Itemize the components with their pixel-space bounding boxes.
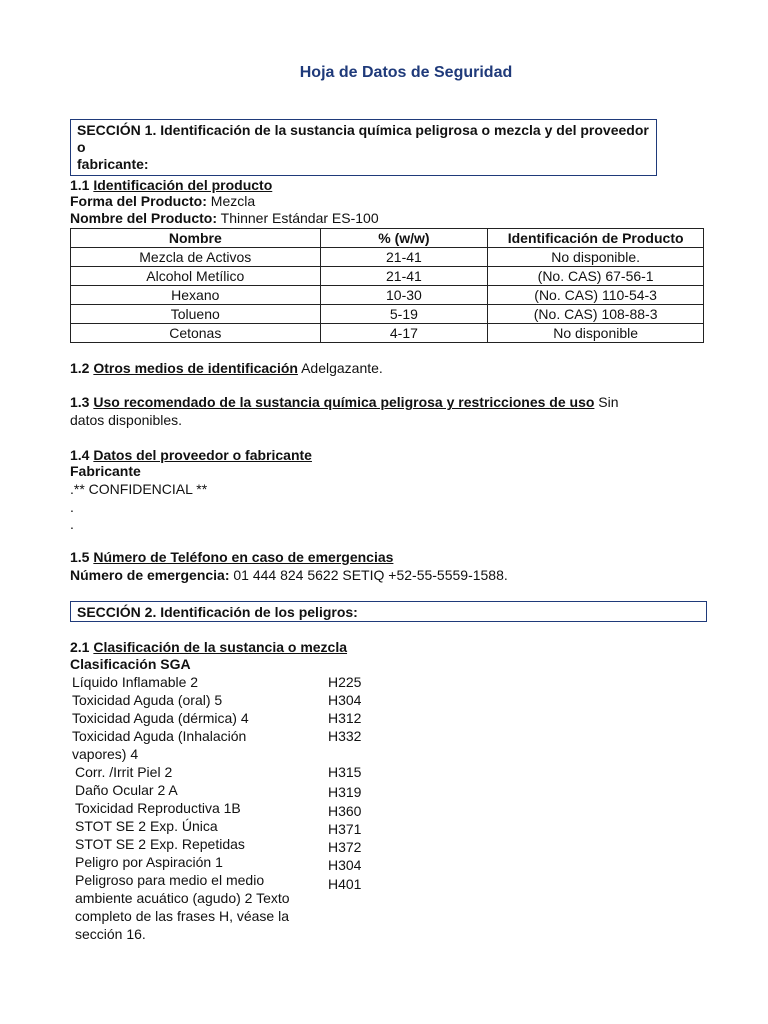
table-row bbox=[71, 286, 704, 305]
section-1-heading bbox=[70, 119, 657, 176]
cell-nombre: Cetonas bbox=[71, 324, 321, 343]
cell-nombre: Tolueno bbox=[71, 305, 321, 324]
cell-nombre: Mezcla de Activos bbox=[71, 248, 321, 267]
table-header-row bbox=[71, 229, 704, 248]
fabricante-line-1: .** CONFIDENCIAL ** bbox=[70, 481, 208, 497]
composition-table bbox=[70, 228, 704, 343]
table-row bbox=[71, 267, 704, 286]
classification-item: Toxicidad Aguda (oral) 5 bbox=[72, 692, 223, 708]
product-form-line bbox=[70, 192, 255, 210]
cell-identificacion: (No. CAS) 67-56-1 bbox=[488, 267, 704, 286]
classification-item: Líquido Inflamable 2 bbox=[72, 674, 199, 690]
hazard-code: H304 bbox=[328, 857, 362, 873]
cell-percent: 5-19 bbox=[320, 305, 488, 324]
subsection-title: Identificación del producto bbox=[93, 177, 273, 193]
hazard-code: H315 bbox=[328, 764, 362, 780]
column-header-percent: % (w/w) bbox=[320, 229, 488, 248]
product-name-line bbox=[70, 209, 379, 227]
emergency-phone-label: Número de emergencia: bbox=[70, 567, 230, 583]
column-header-identificacion: Identificación de Producto bbox=[488, 229, 704, 248]
fabricante-line-3: . bbox=[70, 516, 74, 532]
subsection-1-2 bbox=[70, 359, 383, 377]
hazard-code: H304 bbox=[328, 692, 362, 708]
table-row bbox=[71, 305, 704, 324]
classification-item: STOT SE 2 Exp. Única bbox=[75, 818, 218, 834]
cell-identificacion: (No. CAS) 108-88-3 bbox=[488, 305, 704, 324]
classification-item: Toxicidad Aguda (Inhalación vapores) 4 bbox=[72, 728, 247, 762]
subsection-number: 1.4 bbox=[70, 447, 94, 463]
hazard-code: H372 bbox=[328, 839, 362, 855]
cell-identificacion: (No. CAS) 110-54-3 bbox=[488, 286, 704, 305]
subsection-1-3-text-continued: datos disponibles. bbox=[70, 412, 183, 428]
classification-item: Toxicidad Aguda (dérmica) 4 bbox=[72, 710, 249, 726]
product-name-value: Thinner Estándar ES-100 bbox=[217, 210, 379, 226]
cell-nombre: Alcohol Metílico bbox=[71, 267, 321, 286]
hazard-code: H319 bbox=[328, 784, 362, 800]
classification-item: Toxicidad Reproductiva 1B bbox=[75, 800, 241, 816]
cell-identificacion: No disponible bbox=[488, 324, 704, 343]
cell-percent: 4-17 bbox=[320, 324, 488, 343]
column-header-nombre: Nombre bbox=[71, 229, 321, 248]
fabricante-label: Fabricante bbox=[70, 463, 141, 479]
subsection-number: 1.2 bbox=[70, 360, 94, 376]
emergency-phone-value: 01 444 824 5622 SETIQ +52-55-5559-1588. bbox=[229, 567, 508, 583]
subsection-text: Adelgazante. bbox=[297, 360, 383, 376]
classification-item: Daño Ocular 2 A bbox=[75, 782, 178, 798]
section-1-heading-line2: fabricante: bbox=[77, 156, 149, 172]
subsection-number: 1.3 bbox=[70, 394, 94, 410]
hazard-code: H332 bbox=[328, 728, 362, 744]
classification-item: Corr. /Irrit Piel 2 bbox=[75, 764, 173, 780]
section-2-heading-text: SECCIÓN 2. Identificación de los peligros: bbox=[77, 604, 358, 620]
cell-percent: 21-41 bbox=[320, 267, 488, 286]
subsection-number: 1.1 bbox=[70, 177, 94, 193]
table-row bbox=[71, 248, 704, 267]
subsection-text: Sin bbox=[594, 394, 619, 410]
product-name-label: Nombre del Producto: bbox=[70, 210, 218, 226]
table-row bbox=[71, 324, 704, 343]
hazard-code: H371 bbox=[328, 821, 362, 837]
fabricante-line-2: . bbox=[70, 499, 74, 515]
subsection-number: 2.1 bbox=[70, 639, 94, 655]
subsection-1-5-heading bbox=[70, 548, 393, 566]
classification-item: Peligro por Aspiración 1 bbox=[75, 854, 223, 870]
cell-nombre: Hexano bbox=[71, 286, 321, 305]
hazard-code: H401 bbox=[328, 876, 362, 892]
cell-percent: 21-41 bbox=[320, 248, 488, 267]
clasificacion-sga-label: Clasificación SGA bbox=[70, 656, 191, 672]
emergency-phone-line bbox=[70, 566, 508, 584]
subsection-title: Uso recomendado de la sustancia química peligrosa y restricciones de uso bbox=[93, 394, 595, 410]
subsection-title: Datos del proveedor o fabricante bbox=[93, 447, 312, 463]
hazard-code: H360 bbox=[328, 803, 362, 819]
classification-item: STOT SE 2 Exp. Repetidas bbox=[75, 836, 245, 852]
subsection-title: Clasificación de la sustancia o mezcla bbox=[93, 639, 348, 655]
hazard-code: H225 bbox=[328, 674, 362, 690]
subsection-title: Otros medios de identificación bbox=[93, 360, 298, 376]
classification-item: Peligroso para medio el medio ambiente acuático (agudo) 2 Texto completo de las frases H, véase la sección 16. bbox=[75, 872, 290, 942]
subsection-title: Número de Teléfono en caso de emergencias bbox=[93, 549, 394, 565]
section-2-heading bbox=[70, 601, 707, 622]
hazard-code: H312 bbox=[328, 710, 362, 726]
document-title: Hoja de Datos de Seguridad bbox=[299, 64, 513, 81]
subsection-number: 1.5 bbox=[70, 549, 94, 565]
cell-percent: 10-30 bbox=[320, 286, 488, 305]
section-1-heading-line1: SECCIÓN 1. Identificación de la sustancia química peligrosa o mezcla y del proveedor o bbox=[77, 122, 649, 155]
product-form-value: Mezcla bbox=[206, 193, 256, 209]
subsection-2-1-heading bbox=[70, 638, 347, 656]
product-form-label: Forma del Producto: bbox=[70, 193, 207, 209]
subsection-1-3 bbox=[70, 393, 619, 411]
cell-identificacion: No disponible. bbox=[488, 248, 704, 267]
